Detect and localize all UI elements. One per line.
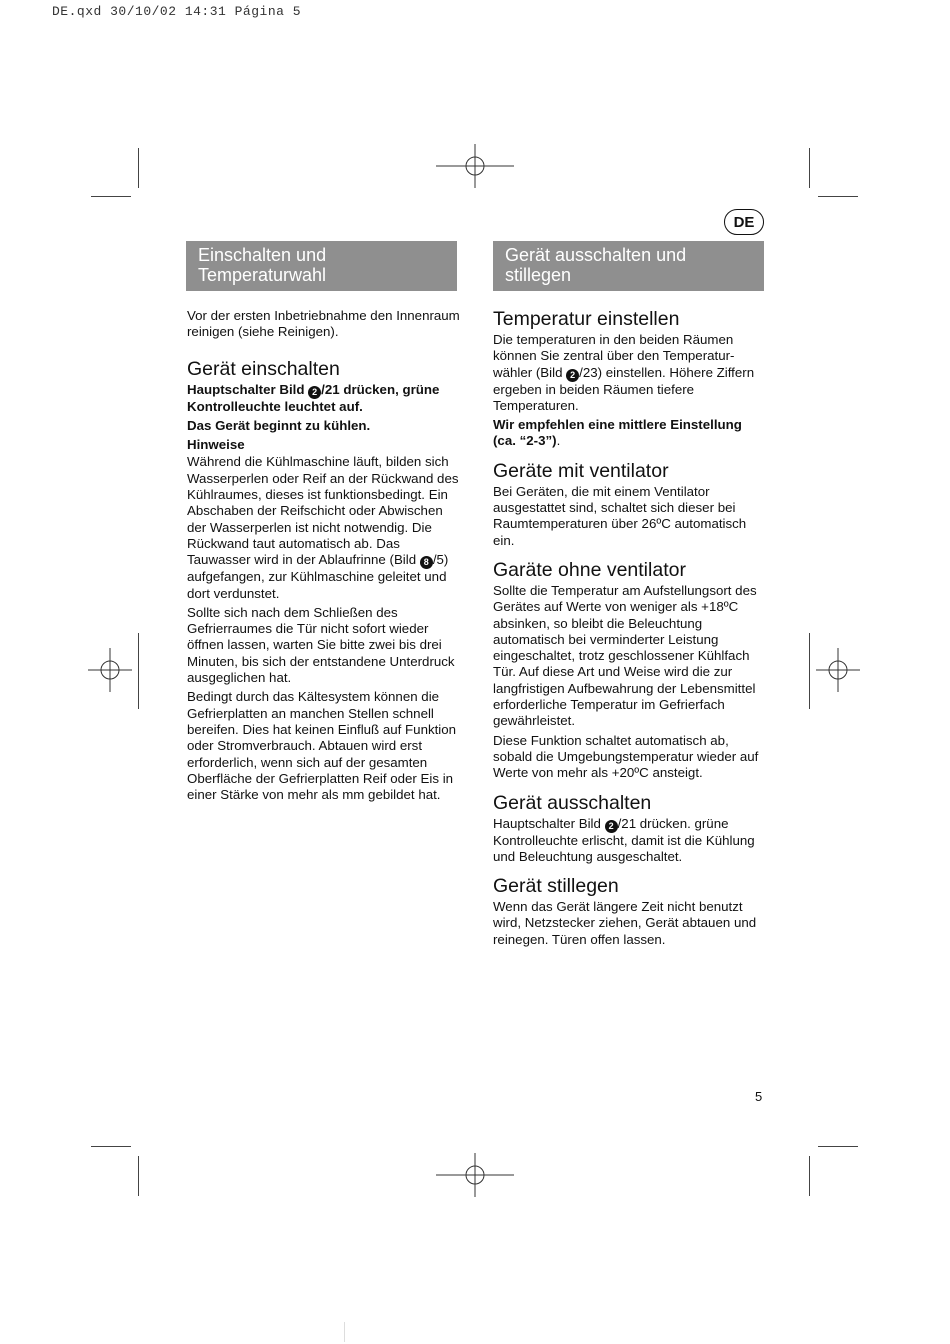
recommendation <box>493 417 768 450</box>
body-paragraph: Sollte die Temperatur am Aufstellungsort des Gerätes auf Werte von weniger als +18ºC absinken, so bleibt die Beleuchtung automatisch bei verminderter Leistung eingeschaltet, trotz geschlossener Kühlfach Tür. Auf diese Art und Weise wird die zur langfristigen Aufbewahrung der Lebensmittel erforderliche Temperatur im Gefrierfach gewährleistet. <box>493 582 757 729</box>
crop-mark <box>809 633 810 709</box>
body-paragraph <box>493 332 768 414</box>
body-paragraph <box>187 454 462 601</box>
text-run: Hauptschalter Bild <box>187 381 309 397</box>
language-badge: DE <box>724 209 764 235</box>
registration-mark-icon <box>88 648 132 692</box>
text-run: Wir empfehlen eine mittlere Einstellung (ca. “2-3”) <box>493 417 742 449</box>
text-run: /21 drücken, grüne Kontrolleuchte leuchtet auf. <box>187 381 440 414</box>
text-run: /21 drücken. grüne Kontrolleuchte erlischt, damit ist die Kühlung und Beleuchtung ausgeschaltet. <box>493 815 755 864</box>
section-heading: Temperatur einstellen <box>493 308 680 330</box>
text-run: /5) aufgefangen, zur Kühlmaschine geleitet und dort verdunstet. <box>187 552 449 601</box>
right-column <box>493 308 768 951</box>
section-heading: Gerät einschalten <box>187 357 340 380</box>
figure-ref-badge: 2 <box>308 386 321 399</box>
registration-mark-icon <box>436 1153 514 1197</box>
body-paragraph: Sollte sich nach dem Schließen des Gefrierraumes die Tür nicht sofort wieder öffnen lassen, warten Sie bitte zwei bis drei Minuten, bis sich der entstandene Unterdruck ausgeglichen hat. <box>187 604 455 686</box>
figure-ref-badge: 8 <box>420 556 433 569</box>
crop-mark <box>138 633 139 709</box>
banner-line: Gerät ausschalten und <box>505 245 687 265</box>
section-heading: Garäte ohne ventilator <box>493 558 686 581</box>
crop-mark <box>809 148 810 188</box>
text-run: /23) einstellen. Höhere Ziffern ergeben in beiden Räumen tiefere Temperaturen. <box>493 364 755 413</box>
crop-mark <box>91 196 131 197</box>
notes-label: Hinweise <box>187 437 245 453</box>
crop-mark <box>818 196 858 197</box>
intro-paragraph: Vor der ersten Inbetriebnahme den Innenraum reinigen (siehe Reinigen). <box>187 308 460 340</box>
left-column <box>187 308 462 806</box>
figure-ref-badge: 2 <box>566 369 579 382</box>
crop-mark <box>809 1156 810 1196</box>
instruction-bold: Das Gerät beginnt zu kühlen. <box>187 417 371 433</box>
file-slug: DE.qxd 30/10/02 14:31 Página 5 <box>52 4 302 19</box>
crop-mark <box>138 1156 139 1196</box>
registration-mark-icon <box>436 144 514 188</box>
text-run: Die temperaturen in den beiden Räumen können Sie zentral über den Temperatur-wähler (Bild <box>493 332 735 380</box>
crop-mark <box>818 1146 858 1147</box>
crop-mark <box>344 1322 345 1342</box>
banner-line: Temperaturwahl <box>198 265 327 285</box>
text-run: Hauptschalter Bild <box>493 815 605 831</box>
section-heading: Gerät ausschalten <box>493 791 652 814</box>
section-heading: Gerät stillegen <box>493 875 619 898</box>
body-paragraph: Bedingt durch das Kältesystem können die Gefrierplatten an manchen Stellen schnell bereifen. Dies hat keinen Einfluß auf Funktion oder Stromverbrauch. Abtauen wird erst erforderlich, wenn sich auf der gesamten Oberfläche der Gefrierplatten Reif oder Eis in einer Stärke von mehr als mm gebildet hat. <box>187 689 457 803</box>
text-run: Während die Kühlmaschine läuft, bilden sich Wasserperlen oder Reif an der Rückwand des Kühlraumes, dieses ist funktionsbedingt. Ein Abschaben der Reifschicht oder Abwischen der Wasserperlen ist nicht notwendig. Die Rückwand taut automatisch ab. Das Tauwasser wird in der Ablaufrinne (Bild <box>187 454 459 568</box>
section-banner-right <box>493 241 764 291</box>
section-heading: Geräte mit ventilator <box>493 459 669 482</box>
body-paragraph: Bei Geräten, die mit einem Ventilator ausgestattet sind, schaltet sich dieser bei Raumtemperaturen über 26ºC automatisch ein. <box>493 483 747 548</box>
section-banner-left <box>186 241 457 291</box>
banner-line: stillegen <box>505 265 572 285</box>
body-paragraph <box>493 816 768 866</box>
body-paragraph: Wenn das Gerät längere Zeit nicht benutzt wird, Netzstecker ziehen, Gerät abtauen und reinegen. Türen offen lassen. <box>493 899 757 947</box>
text-run: . <box>556 433 561 449</box>
instruction-bold <box>187 382 462 415</box>
body-paragraph: Diese Funktion schaltet automatisch ab, sobald die Umgebungstemperatur wieder auf Werte von mehr als +20ºC ansteigt. <box>493 732 759 781</box>
banner-line: Einschalten und <box>198 245 327 265</box>
registration-mark-icon <box>816 648 860 692</box>
page-number: 5 <box>755 1089 763 1104</box>
crop-mark <box>138 148 139 188</box>
figure-ref-badge: 2 <box>605 820 618 833</box>
crop-mark <box>91 1146 131 1147</box>
